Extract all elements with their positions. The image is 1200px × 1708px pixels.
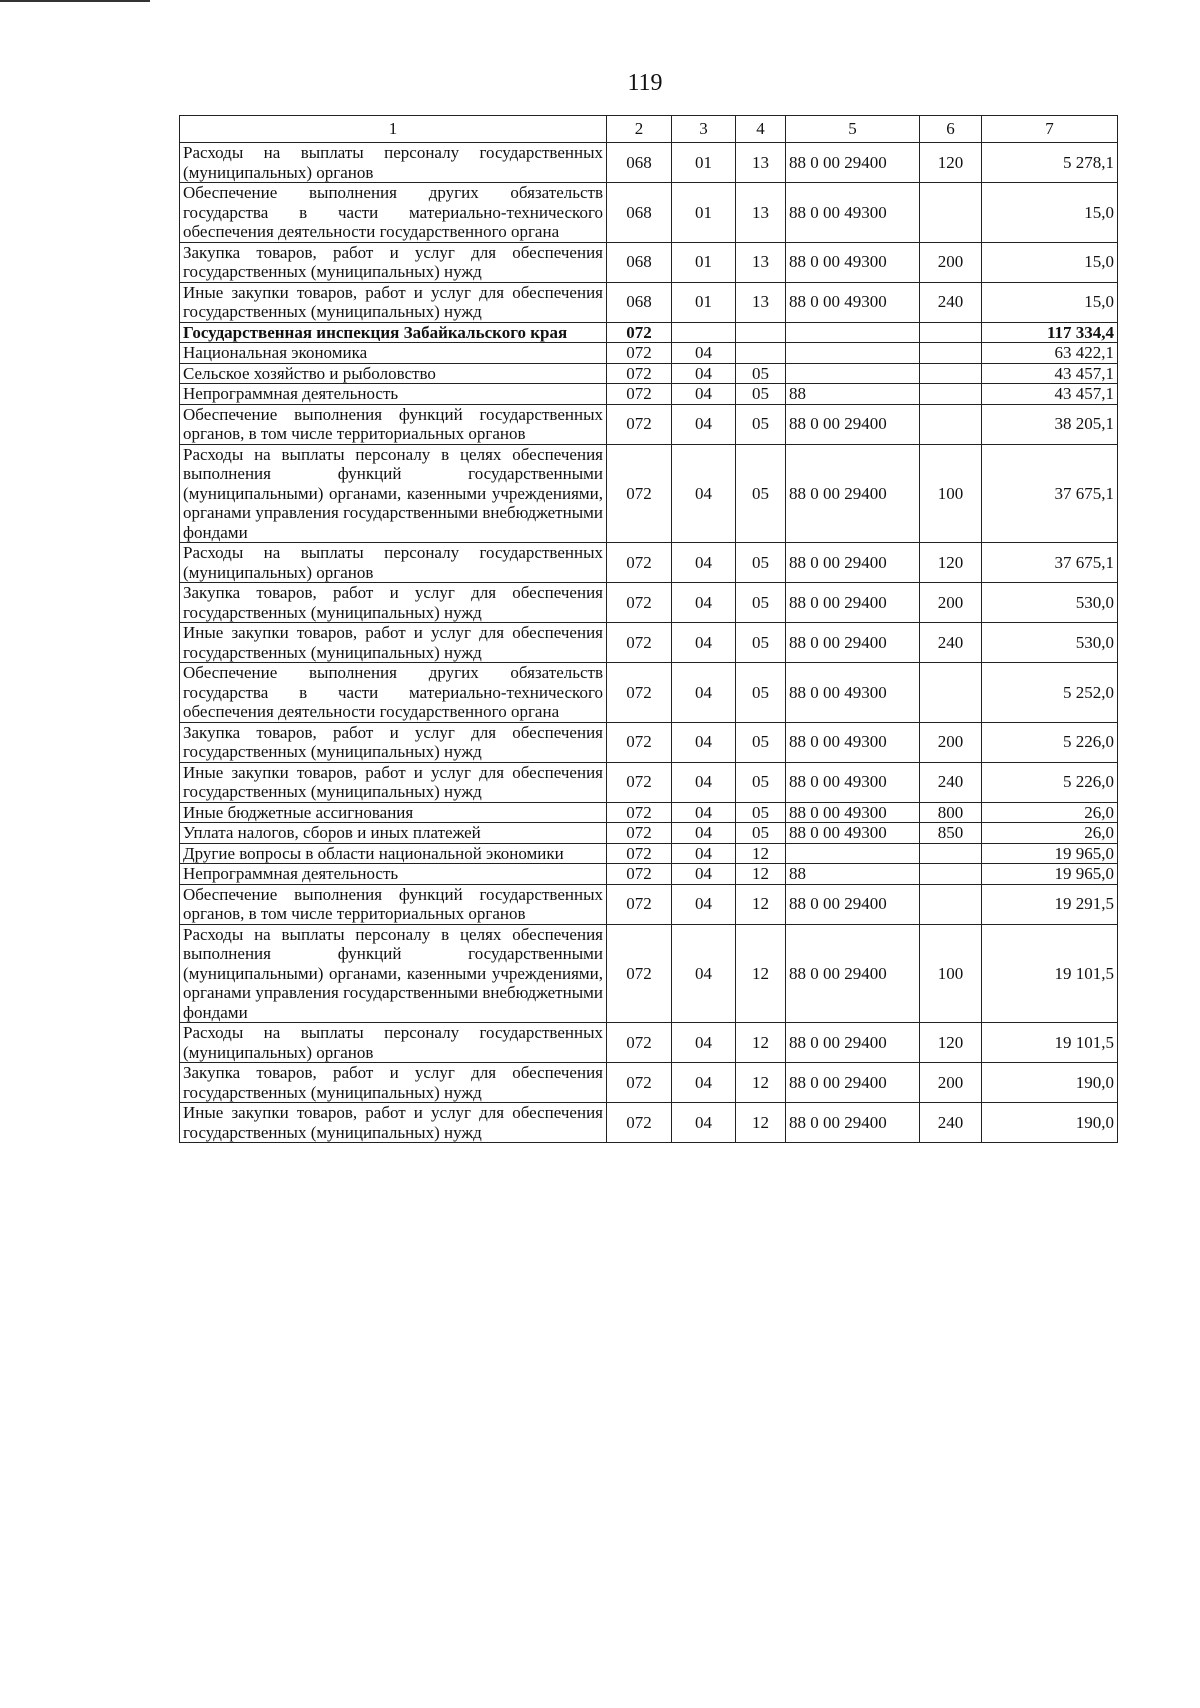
row-ministry-code: 072 — [607, 444, 672, 543]
table-row — [180, 722, 1118, 762]
row-description: Иные закупки товаров, работ и услуг для обеспечения государственных (муниципальных) нужд — [180, 623, 607, 663]
row-section-code: 01 — [672, 143, 736, 183]
row-ministry-code: 072 — [607, 762, 672, 802]
row-subsection-code: 13 — [736, 143, 786, 183]
row-amount: 190,0 — [982, 1063, 1118, 1103]
row-section-code: 04 — [672, 802, 736, 823]
row-expense-type: 240 — [920, 623, 982, 663]
row-amount: 19 101,5 — [982, 1023, 1118, 1063]
row-subsection-code: 05 — [736, 802, 786, 823]
header-col-3: 3 — [672, 116, 736, 143]
row-target-article: 88 0 00 29400 — [786, 623, 920, 663]
row-amount: 15,0 — [982, 242, 1118, 282]
row-target-article: 88 — [786, 384, 920, 405]
row-ministry-code: 072 — [607, 543, 672, 583]
row-amount: 19 101,5 — [982, 924, 1118, 1023]
table-row — [180, 384, 1118, 405]
row-description: Закупка товаров, работ и услуг для обеспечения государственных (муниципальных) нужд — [180, 1063, 607, 1103]
row-amount: 26,0 — [982, 823, 1118, 844]
table-row — [180, 843, 1118, 864]
row-subsection-code: 12 — [736, 884, 786, 924]
table-row — [180, 1103, 1118, 1143]
table-row — [180, 884, 1118, 924]
table-row — [180, 343, 1118, 364]
row-description: Иные закупки товаров, работ и услуг для обеспечения государственных (муниципальных) нужд — [180, 282, 607, 322]
table-row — [180, 924, 1118, 1023]
row-amount: 5 252,0 — [982, 663, 1118, 723]
row-subsection-code: 05 — [736, 363, 786, 384]
row-ministry-code: 072 — [607, 722, 672, 762]
row-description: Национальная экономика — [180, 343, 607, 364]
row-section-code: 04 — [672, 663, 736, 723]
row-subsection-code: 12 — [736, 843, 786, 864]
row-section-code: 04 — [672, 583, 736, 623]
row-expense-type: 200 — [920, 583, 982, 623]
row-subsection-code: 05 — [736, 384, 786, 405]
row-ministry-code: 072 — [607, 404, 672, 444]
table-row — [180, 823, 1118, 844]
row-section-code: 04 — [672, 843, 736, 864]
header-col-1: 1 — [180, 116, 607, 143]
row-ministry-code: 072 — [607, 802, 672, 823]
row-description: Закупка товаров, работ и услуг для обеспечения государственных (муниципальных) нужд — [180, 722, 607, 762]
header-col-7: 7 — [982, 116, 1118, 143]
row-target-article: 88 0 00 49300 — [786, 282, 920, 322]
row-ministry-code: 068 — [607, 143, 672, 183]
row-expense-type — [920, 663, 982, 723]
row-target-article: 88 0 00 29400 — [786, 444, 920, 543]
row-subsection-code: 05 — [736, 583, 786, 623]
budget-table — [179, 115, 1118, 1143]
row-ministry-code: 068 — [607, 282, 672, 322]
row-subsection-code: 12 — [736, 924, 786, 1023]
row-section-code: 01 — [672, 282, 736, 322]
row-section-code: 04 — [672, 543, 736, 583]
row-section-code: 04 — [672, 343, 736, 364]
row-ministry-code: 072 — [607, 1023, 672, 1063]
row-expense-type — [920, 183, 982, 243]
row-expense-type: 120 — [920, 543, 982, 583]
row-amount: 37 675,1 — [982, 444, 1118, 543]
row-ministry-code: 072 — [607, 583, 672, 623]
row-expense-type: 100 — [920, 924, 982, 1023]
row-target-article: 88 0 00 29400 — [786, 924, 920, 1023]
row-ministry-code: 072 — [607, 1063, 672, 1103]
row-target-article: 88 0 00 29400 — [786, 1103, 920, 1143]
table-header-row — [180, 116, 1118, 143]
row-section-code: 04 — [672, 762, 736, 802]
row-amount: 19 965,0 — [982, 864, 1118, 885]
table-row — [180, 583, 1118, 623]
row-description: Сельское хозяйство и рыболовство — [180, 363, 607, 384]
row-target-article: 88 0 00 29400 — [786, 543, 920, 583]
table-row — [180, 762, 1118, 802]
row-description: Закупка товаров, работ и услуг для обеспечения государственных (муниципальных) нужд — [180, 583, 607, 623]
row-target-article: 88 0 00 49300 — [786, 183, 920, 243]
row-description: Непрограммная деятельность — [180, 384, 607, 405]
row-subsection-code: 12 — [736, 1023, 786, 1063]
row-description: Расходы на выплаты персоналу государственных (муниципальных) органов — [180, 1023, 607, 1063]
table-row — [180, 404, 1118, 444]
row-amount: 530,0 — [982, 583, 1118, 623]
row-description: Обеспечение выполнения функций государственных органов, в том числе территориальных органов — [180, 404, 607, 444]
row-subsection-code — [736, 322, 786, 343]
row-ministry-code: 072 — [607, 884, 672, 924]
table-row — [180, 183, 1118, 243]
table-row — [180, 802, 1118, 823]
row-ministry-code: 072 — [607, 363, 672, 384]
row-expense-type: 240 — [920, 762, 982, 802]
row-subsection-code: 05 — [736, 663, 786, 723]
row-ministry-code: 068 — [607, 183, 672, 243]
row-subsection-code: 05 — [736, 404, 786, 444]
row-subsection-code: 05 — [736, 722, 786, 762]
row-expense-type — [920, 864, 982, 885]
table-row — [180, 143, 1118, 183]
row-expense-type: 800 — [920, 802, 982, 823]
header-col-5: 5 — [786, 116, 920, 143]
row-expense-type — [920, 843, 982, 864]
table-row — [180, 864, 1118, 885]
row-subsection-code: 12 — [736, 1103, 786, 1143]
row-expense-type: 200 — [920, 722, 982, 762]
table-row — [180, 322, 1118, 343]
row-subsection-code: 05 — [736, 762, 786, 802]
row-section-code: 04 — [672, 1103, 736, 1143]
row-section-code: 01 — [672, 242, 736, 282]
row-subsection-code: 13 — [736, 183, 786, 243]
row-target-article — [786, 363, 920, 384]
row-section-code: 01 — [672, 183, 736, 243]
row-expense-type: 100 — [920, 444, 982, 543]
row-description: Закупка товаров, работ и услуг для обеспечения государственных (муниципальных) нужд — [180, 242, 607, 282]
row-amount: 5 278,1 — [982, 143, 1118, 183]
row-amount: 5 226,0 — [982, 762, 1118, 802]
row-target-article: 88 0 00 29400 — [786, 1063, 920, 1103]
row-description: Обеспечение выполнения других обязательств государства в части материально-технического обеспечения деятельности государственного органа — [180, 663, 607, 723]
row-target-article: 88 0 00 49300 — [786, 722, 920, 762]
row-expense-type — [920, 322, 982, 343]
row-section-code: 04 — [672, 924, 736, 1023]
row-ministry-code: 072 — [607, 1103, 672, 1143]
row-subsection-code: 05 — [736, 623, 786, 663]
row-amount: 19 291,5 — [982, 884, 1118, 924]
row-section-code: 04 — [672, 1063, 736, 1103]
row-description: Обеспечение выполнения других обязательств государства в части материально-технического обеспечения деятельности государственного органа — [180, 183, 607, 243]
row-subsection-code: 05 — [736, 543, 786, 583]
row-amount: 37 675,1 — [982, 543, 1118, 583]
row-expense-type: 120 — [920, 1023, 982, 1063]
row-target-article: 88 0 00 49300 — [786, 663, 920, 723]
row-expense-type: 240 — [920, 282, 982, 322]
row-target-article: 88 0 00 29400 — [786, 143, 920, 183]
header-col-6: 6 — [920, 116, 982, 143]
row-subsection-code: 13 — [736, 242, 786, 282]
row-description: Другие вопросы в области национальной экономики — [180, 843, 607, 864]
row-expense-type: 240 — [920, 1103, 982, 1143]
row-section-code — [672, 322, 736, 343]
row-section-code: 04 — [672, 722, 736, 762]
row-expense-type — [920, 404, 982, 444]
row-amount: 63 422,1 — [982, 343, 1118, 364]
row-description: Непрограммная деятельность — [180, 864, 607, 885]
row-amount: 15,0 — [982, 183, 1118, 243]
row-subsection-code: 05 — [736, 823, 786, 844]
table-row — [180, 663, 1118, 723]
row-expense-type: 850 — [920, 823, 982, 844]
row-description: Расходы на выплаты персоналу в целях обеспечения выполнения функций государственными (муниципальными) органами, казенными учреждениями, органами управления государственными внебюджетными фондами — [180, 444, 607, 543]
row-section-code: 04 — [672, 1023, 736, 1063]
row-expense-type — [920, 363, 982, 384]
row-section-code: 04 — [672, 384, 736, 405]
row-ministry-code: 072 — [607, 663, 672, 723]
row-target-article — [786, 322, 920, 343]
row-expense-type: 200 — [920, 242, 982, 282]
row-amount: 19 965,0 — [982, 843, 1118, 864]
row-target-article: 88 0 00 29400 — [786, 1023, 920, 1063]
row-section-code: 04 — [672, 864, 736, 885]
row-expense-type — [920, 884, 982, 924]
row-description: Иные бюджетные ассигнования — [180, 802, 607, 823]
row-expense-type — [920, 343, 982, 364]
row-description: Иные закупки товаров, работ и услуг для обеспечения государственных (муниципальных) нужд — [180, 762, 607, 802]
row-section-code: 04 — [672, 444, 736, 543]
row-ministry-code: 072 — [607, 322, 672, 343]
row-target-article: 88 0 00 49300 — [786, 802, 920, 823]
row-target-article: 88 0 00 29400 — [786, 404, 920, 444]
row-amount: 190,0 — [982, 1103, 1118, 1143]
row-description: Государственная инспекция Забайкальского края — [180, 322, 607, 343]
row-description: Расходы на выплаты персоналу государственных (муниципальных) органов — [180, 543, 607, 583]
table-row — [180, 1063, 1118, 1103]
row-amount: 38 205,1 — [982, 404, 1118, 444]
row-amount: 117 334,4 — [982, 322, 1118, 343]
row-expense-type — [920, 384, 982, 405]
row-target-article: 88 — [786, 864, 920, 885]
page-number: 119 — [627, 70, 663, 96]
row-ministry-code: 072 — [607, 864, 672, 885]
row-amount: 43 457,1 — [982, 384, 1118, 405]
row-ministry-code: 072 — [607, 343, 672, 364]
row-section-code: 04 — [672, 404, 736, 444]
row-subsection-code: 12 — [736, 1063, 786, 1103]
table-row — [180, 282, 1118, 322]
row-target-article: 88 0 00 29400 — [786, 583, 920, 623]
row-description: Уплата налогов, сборов и иных платежей — [180, 823, 607, 844]
table-row — [180, 623, 1118, 663]
header-col-2: 2 — [607, 116, 672, 143]
row-ministry-code: 072 — [607, 384, 672, 405]
row-amount: 15,0 — [982, 282, 1118, 322]
row-ministry-code: 072 — [607, 623, 672, 663]
table-row — [180, 543, 1118, 583]
row-amount: 530,0 — [982, 623, 1118, 663]
row-ministry-code: 072 — [607, 843, 672, 864]
table-row — [180, 444, 1118, 543]
row-ministry-code: 072 — [607, 924, 672, 1023]
row-target-article — [786, 843, 920, 864]
row-description: Расходы на выплаты персоналу в целях обеспечения выполнения функций государственными (муниципальными) органами, казенными учреждениями, органами управления государственными внебюджетными фондами — [180, 924, 607, 1023]
row-target-article: 88 0 00 49300 — [786, 242, 920, 282]
row-target-article — [786, 343, 920, 364]
row-subsection-code: 13 — [736, 282, 786, 322]
row-description: Иные закупки товаров, работ и услуг для обеспечения государственных (муниципальных) нужд — [180, 1103, 607, 1143]
table-row — [180, 242, 1118, 282]
row-expense-type: 200 — [920, 1063, 982, 1103]
row-target-article: 88 0 00 49300 — [786, 823, 920, 844]
row-section-code: 04 — [672, 884, 736, 924]
table-row — [180, 363, 1118, 384]
row-subsection-code: 12 — [736, 864, 786, 885]
row-amount: 5 226,0 — [982, 722, 1118, 762]
row-description: Расходы на выплаты персоналу государственных (муниципальных) органов — [180, 143, 607, 183]
header-col-4: 4 — [736, 116, 786, 143]
table-row — [180, 1023, 1118, 1063]
row-section-code: 04 — [672, 363, 736, 384]
row-ministry-code: 072 — [607, 823, 672, 844]
row-subsection-code — [736, 343, 786, 364]
row-ministry-code: 068 — [607, 242, 672, 282]
row-target-article: 88 0 00 29400 — [786, 884, 920, 924]
row-amount: 26,0 — [982, 802, 1118, 823]
row-section-code: 04 — [672, 623, 736, 663]
row-subsection-code: 05 — [736, 444, 786, 543]
row-expense-type: 120 — [920, 143, 982, 183]
row-description: Обеспечение выполнения функций государственных органов, в том числе территориальных органов — [180, 884, 607, 924]
row-amount: 43 457,1 — [982, 363, 1118, 384]
row-target-article: 88 0 00 49300 — [786, 762, 920, 802]
row-section-code: 04 — [672, 823, 736, 844]
top-edge-rule — [0, 0, 150, 2]
